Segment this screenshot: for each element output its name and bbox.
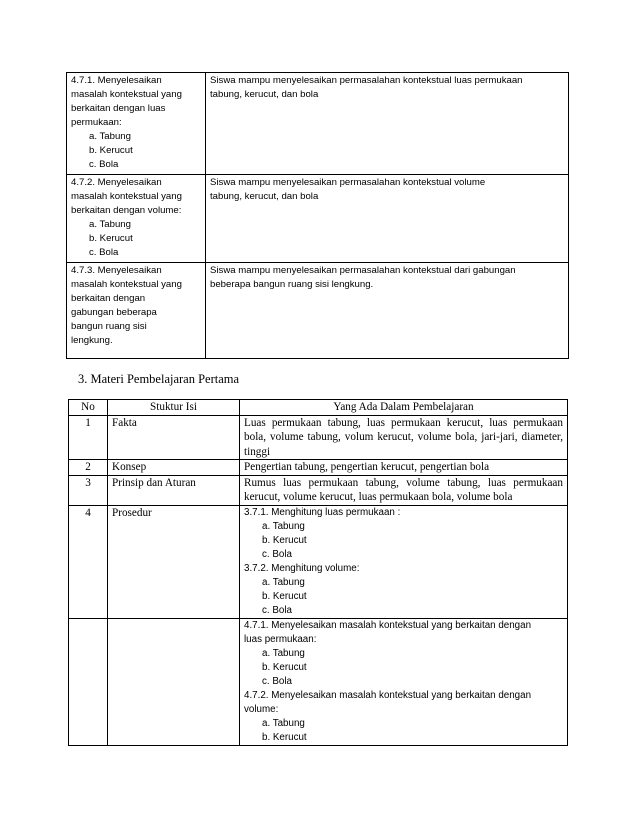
- table-row: [69, 415, 568, 460]
- table-row: [69, 618, 568, 745]
- row-structure-empty: [108, 618, 240, 745]
- text-line: permukaan:: [71, 117, 122, 128]
- text-line: tabung, kerucut, dan bola: [210, 89, 319, 100]
- list-item: a. Tabung: [262, 717, 305, 729]
- list-item: b. Kerucut: [262, 590, 307, 602]
- list-item: b. Kerucut: [262, 534, 307, 546]
- row-content: [240, 618, 568, 745]
- table-row: [69, 475, 568, 505]
- materials-table: [68, 399, 568, 746]
- row-structure: Konsep: [108, 460, 240, 476]
- text-line: berkaitan dengan volume:: [71, 205, 182, 216]
- header-no: No: [69, 400, 108, 416]
- row-structure: Prinsip dan Aturan: [108, 475, 240, 505]
- indicator-cell: [67, 73, 206, 175]
- text-line: tabung, kerucut, dan bola: [210, 191, 319, 202]
- text-line: 4.7.2. Menyelesaikan: [71, 177, 162, 188]
- text-line: berkaitan dengan luas: [71, 103, 166, 114]
- row-structure: Fakta: [108, 415, 240, 460]
- text-line: Siswa mampu menyelesaikan permasalahan kontekstual dari gabungan: [210, 265, 516, 276]
- list-item: c. Bola: [89, 247, 119, 258]
- indicator-cell: [67, 263, 206, 359]
- table-header-row: [69, 400, 568, 416]
- list-item: b. Kerucut: [89, 233, 133, 244]
- text-line: volume:: [244, 703, 279, 715]
- table-row: [67, 73, 569, 175]
- text-line: masalah kontekstual yang: [71, 191, 182, 202]
- list-item: a. Tabung: [89, 131, 131, 142]
- header-structure: Stuktur Isi: [108, 400, 240, 416]
- row-number: 1: [69, 415, 108, 460]
- row-number: 2: [69, 460, 108, 476]
- row-content: Rumus luas permukaan tabung, volume tabung, luas permukaan kerucut, volume kerucut, luas permukaan bola, volume bola: [240, 475, 568, 505]
- text-line: bangun ruang sisi: [71, 321, 147, 332]
- text-line: 3.7.1. Menghitung luas permukaan :: [244, 506, 401, 518]
- text-line: Siswa mampu menyelesaikan permasalahan kontekstual luas permukaan: [210, 75, 523, 86]
- objective-cell: [206, 73, 569, 175]
- text-line: 4.7.1. Menyelesaikan: [71, 75, 162, 86]
- header-content: Yang Ada Dalam Pembelajaran: [240, 400, 568, 416]
- table-row: [67, 263, 569, 359]
- indicator-table: [66, 72, 569, 359]
- list-item: c. Bola: [262, 675, 292, 687]
- list-item: a. Tabung: [262, 576, 305, 588]
- list-item: c. Bola: [262, 548, 292, 560]
- list-item: c. Bola: [262, 604, 292, 616]
- text-line: 4.7.3. Menyelesaikan: [71, 265, 162, 276]
- row-number: 3: [69, 475, 108, 505]
- list-item: b. Kerucut: [89, 145, 133, 156]
- text-line: Siswa mampu menyelesaikan permasalahan kontekstual volume: [210, 177, 486, 188]
- text-line: 4.7.1. Menyelesaikan masalah kontekstual yang berkaitan dengan: [244, 619, 532, 631]
- text-line: masalah kontekstual yang: [71, 89, 182, 100]
- row-content: Pengertian tabung, pengertian kerucut, pengertian bola: [240, 460, 568, 476]
- objective-cell: [206, 263, 569, 359]
- text-line: luas permukaan:: [244, 633, 317, 645]
- table-row: [69, 505, 568, 618]
- text-line: gabungan beberapa: [71, 307, 157, 318]
- list-item: a. Tabung: [262, 647, 305, 659]
- text-line: masalah kontekstual yang: [71, 279, 182, 290]
- list-item: b. Kerucut: [262, 731, 307, 743]
- table-row: [69, 460, 568, 476]
- text-line: beberapa bangun ruang sisi lengkung.: [210, 279, 374, 290]
- row-number: 4: [69, 505, 108, 618]
- row-content: Luas permukaan tabung, luas permukaan kerucut, luas permukaan bola, volume tabung, volum kerucut, volume bola, jari-jari, diameter, tinggi: [240, 415, 568, 460]
- text-line: 4.7.2. Menyelesaikan masalah kontekstual yang berkaitan dengan: [244, 689, 532, 701]
- row-content: [240, 505, 568, 618]
- text-line: berkaitan dengan: [71, 293, 146, 304]
- indicator-cell: [67, 175, 206, 263]
- section-heading: 3. Materi Pembelajaran Pertama: [78, 372, 240, 386]
- list-item: a. Tabung: [89, 219, 131, 230]
- list-item: a. Tabung: [262, 520, 305, 532]
- row-number-empty: [69, 618, 108, 745]
- text-line: lengkung.: [71, 335, 113, 346]
- row-structure: Prosedur: [108, 505, 240, 618]
- objective-cell: [206, 175, 569, 263]
- text-line: 3.7.2. Menghitung volume:: [244, 562, 360, 574]
- list-item: c. Bola: [89, 159, 119, 170]
- table-row: [67, 175, 569, 263]
- list-item: b. Kerucut: [262, 661, 307, 673]
